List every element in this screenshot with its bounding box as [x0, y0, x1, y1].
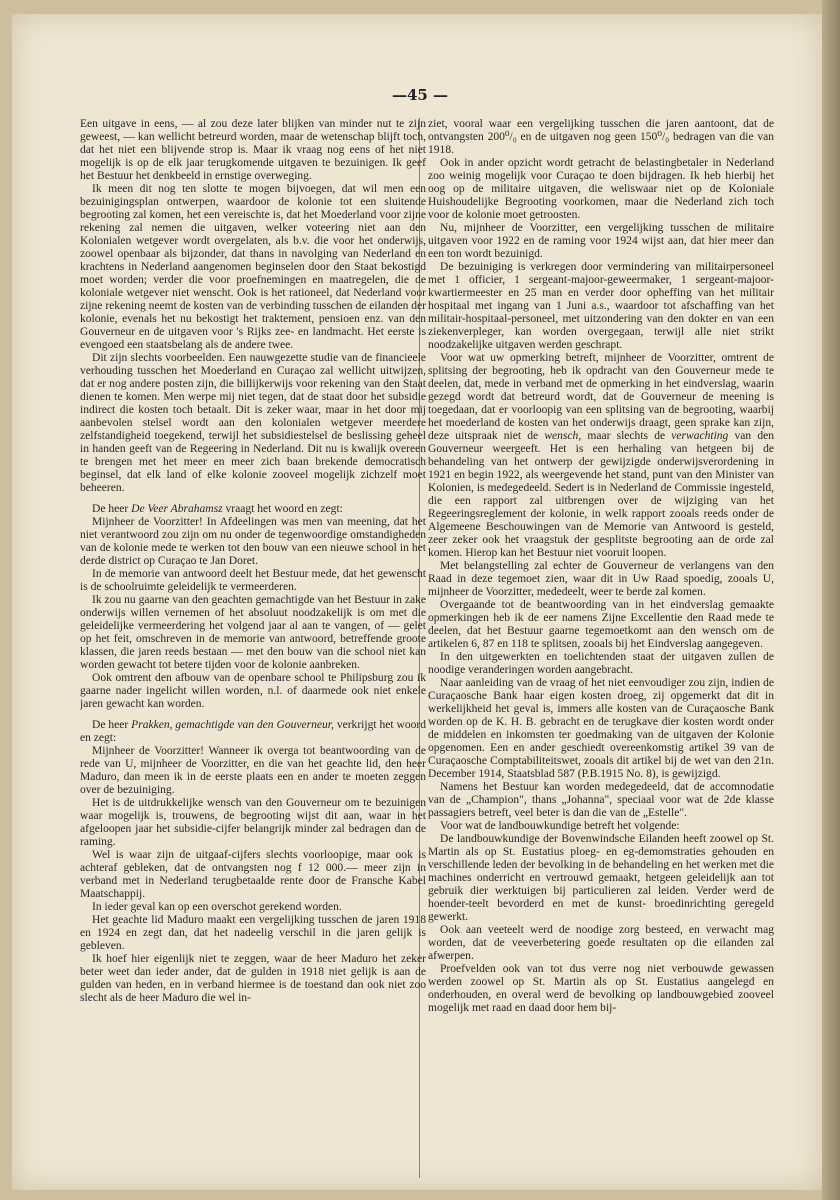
- paragraph: De bezuiniging is verkregen door vermindering van militairpersoneel met 1 officier, 1 sergeant-majoor-geweermaker, 1 sergeant-majoor-kwartiermeester en 25 man en verder door opheffing van het militair hospitaal met ingang van 1 Juni a.s., waardoor tot afschaffing van het militair-hospitaal-personeel, met uitzondering van den dokter en van een ziekenverpleger, kan worden overgegaan, terwijl alle niet strikt noodzakelijke uitgaven werden geschrapt.: [428, 261, 774, 351]
- paragraph: In de memorie van antwoord deelt het Bestuur mede, dat het gewenscht is de schoolruimte geleidelijk te vermeerderen.: [80, 568, 426, 593]
- intro-text: De heer: [92, 719, 132, 731]
- paragraph-text: maar slechts de: [581, 430, 672, 442]
- paragraph: Ik meen dit nog ten slotte te mogen bijvoegen, dat wil men een bezuinigingsplan ontwerpen, waardoor de kolonie tot een sluitende begrooting zal komen, het een vereischte is, dat het Moederland voor zijne rekening zal nemen die uitgaven, welker voteering niet aan den Kolonialen wetgever wordt overgelaten, als b.v. die voor het onderwijs, zoowel openbaar als bijzonder, dat thans in navolging van Nederland en krachtens in Nederland aangenomen beginselen door den Staat bekostigd moet worden; verder die voor proefnemingen en maatregelen, die de koloniale wetgever niet wenscht. Ook is het rationeel, dat Nederland voor zijne rekening neemt de kosten van de verbinding tusschen de eilanden der kolonie, evenals het nu bekostigt het traktement, pensioen enz. van den Gouverneur en de uitgaven voor 's Rijks zee- en landmacht. Het eerste is evengoed een staatsbelang als de andere twee.: [80, 183, 426, 351]
- intro-text: vraagt het woord en zegt:: [222, 503, 343, 515]
- paragraph: Ook in ander opzicht wordt getracht de belastingbetaler in Nederland zoo weinig mogelijk voor Curaçao te doen bijdragen. Ik heb hierbij het oog op de militaire uitgaven, die weliswaar niet op de Koloniale Huishoudelijke Begrooting voorkomen, maar die Nederland zich toch voor de kolonie moet getroosten.: [428, 157, 774, 221]
- binding-edge: [822, 0, 840, 1200]
- paragraph: Ook omtrent den afbouw van de openbare school te Philipsburg zou ik gaarne nader ingelicht willen worden, n.l. of daarmede ook niet enkele jaren gewacht kan worden.: [80, 672, 426, 710]
- paragraph: Ook aan veeteelt werd de noodige zorg besteed, en verwacht mag worden, dat de veeverbetering goede resultaten op die eilanden zal afwerpen.: [428, 924, 774, 962]
- paragraph: Naar aanleiding van de vraag of het niet eenvoudiger zou zijn, indien de Curaçaosche Bank haar eigen kosten droeg, zij opgemerkt dat dit in werkelijkheid het geval is, immers alle kosten van de Curaçaosche Bank worden op de K. H. B. gebracht en de terugkave dier kosten wordt onder de middelen en inkomsten ter goedmaking van de uitgaven der Kolonie opgenomen. Een en ander geschiedt overeenkomstig artikel 39 van de Curaçaosche Comptabiliteitswet, zooals dit artikel bij de wet van den 21n. December 1914, Staatsblad 587 (P.B.1915 No. 8), is gewijzigd.: [428, 677, 774, 780]
- left-column: [80, 118, 426, 1178]
- intro-text: verkrijgt het woord en zegt:: [80, 719, 426, 744]
- paragraph: Proefvelden ook van tot dus verre nog niet verbouwde gewassen werden zoowel op St. Martin als op St. Eustatius aangelegd en onderhouden, en overal werd de bevolking op landbouwgebied zooveel mogelijk met raad en daad door hem bij-: [428, 963, 774, 1014]
- emphasis: verwachting: [671, 430, 729, 442]
- speaker-name: De Veer Abrahamsz: [131, 503, 223, 515]
- speaker-name: Prakken, gemachtigde van den Gouverneur,: [131, 719, 334, 731]
- paragraph: Ik hoef hier eigenlijk niet te zeggen, waar de heer Maduro het zeker beter weet dan ieder ander, dat de gulden in 1918 niet gelijk is aan de gulden van heden, en in verband hiermee is de toestand dan ook niet zoo slecht als de heer Maduro die wel in-: [80, 953, 426, 1004]
- page-number: —45 —: [391, 86, 449, 104]
- right-column: [428, 118, 774, 1178]
- paragraph: Dit zijn slechts voorbeelden. Een nauwgezette studie van de financieele verhouding tusschen het Moederland en Curaçao zal wellicht uitwijzen, dat er nog andere posten zijn, die billijkerwijs voor rekening van den Staat dienen te komen. Men werpe mij niet tegen, dat de staat door het subsidie indirect die kosten toch betaalt. Dit is zeker waar, maar in het door mij aanbevolen stelsel wordt aan den kolonialen wetgever meerdere zelfstandigheid toegekend, terwijl het subsidiestelsel de beslissing geheel in handen geeft van de Regeering in Nederland. Dit nu is kwalijk overeen te brengen met het meer en meer zich baan brekende democratisch beginsel, dat elk land of elke kolonie zooveel mogelijk zichzelf moet beheeren.: [80, 352, 426, 494]
- paragraph: Namens het Bestuur kan worden medegedeeld, dat de accomnodatie van de „Champion", thans „Johanna", speciaal voor wat de 2de klasse passagiers betreft, veel beter is dan die van de „Estelle".: [428, 781, 774, 819]
- speaker-intro: [80, 503, 426, 516]
- speaker-intro: [80, 719, 426, 745]
- paragraph: Overgaande tot de beantwoording van in het eindverslag gemaakte opmerkingen heb ik de eer namens Zijne Excellentie den Raad mede te deelen, dat het Bestuur gaarne tegemoetkomt aan den wensch om de artikelen 6, 87 en 118 te splitsen, zooals bij het Eindverslag aangegeven.: [428, 599, 774, 650]
- paragraph: Wel is waar zijn de uitgaaf-cijfers slechts voorloopige, maar ook is achteraf gebleken, dat de ontvangsten nog f 12 000.— meer zijn in verband met in Nederland terugbetaalde rente door de Fransche Kabel Maatschappij.: [80, 849, 426, 900]
- paragraph: Mijnheer de Voorzitter! Wanneer ik overga tot beantwoording van de rede van U, mijnheer de Voorzitter, en die van het geachte lid, den heer Maduro, dan meen ik in de eerste plaats een en ander te moeten zeggen over de bezuiniging.: [80, 745, 426, 796]
- paragraph: ziet, vooral waar een vergelijking tusschen die jaren aantoont, dat de ontvangsten 200⁰/₀ en de uitgaven nog geen 150⁰/₀ bedragen van die van 1918.: [428, 118, 774, 156]
- paragraph: Voor wat de landbouwkundige betreft het volgende:: [440, 820, 680, 832]
- emphasis: wensch,: [544, 430, 582, 442]
- paragraph: In den uitgewerkten en toelichtenden staat der uitgaven zullen de noodige veranderingen worden aangebracht.: [428, 651, 774, 676]
- intro-text: De heer: [92, 503, 132, 515]
- paragraph: Een uitgave in eens, — al zou deze later blijken van minder nut te zijn geweest, — kan wellicht betreurd worden, maar de wetenschap blijft toch, dat het niet een blijvende strop is. Maar ik vraag nog eens of het niet mogelijk is op de elk jaar terugkomende uitgaven te bezuinigen. Ik geef het Bestuur het denkbeeld in ernstige overweging.: [80, 118, 426, 182]
- paragraph: Nu, mijnheer de Voorzitter, een vergelijking tusschen de militaire uitgaven voor 1922 en de raming voor 1924 wijst aan, dat hier meer dan een ton wordt bezuinigd.: [428, 222, 774, 260]
- paragraph: Ik zou nu gaarne van den geachten gemachtigde van het Bestuur in zake onderwijs willen vernemen of het absoluut noodzakelijk is om met die geleidelijke vermeerdering het volgend jaar al aan te vangen, of — gelet op het feit, omschreven in de memorie van antwoord, betreffende groote klassen, die jaren reeds bestaan — met den bouw van die school niet kan worden gewacht tot betere tijden voor de kolonie aanbreken.: [80, 594, 426, 671]
- paragraph: In ieder geval kan op een overschot gerekend worden.: [92, 901, 342, 913]
- paragraph: Mijnheer de Voorzitter! In Afdeelingen was men van meening, dat het niet verantwoord zou zijn om nu onder de tegenwoordige omstandigheden van de kolonie mede te werken tot den bouw van een nieuwe school in het derde district op Curaçao te Jan Doret.: [80, 516, 426, 567]
- paragraph: [428, 352, 774, 560]
- paragraph: De landbouwkundige der Bovenwindsche Eilanden heeft zoowel op St. Martin als op St. Eustatius ploeg- en eg-demomstraties gehouden en verschillende leden der bevolking in de behandeling en het werken met die machines onderricht en vertrouwd gemaakt, hetgeen geleidelijk aan tot gebruik dier werktuigen bij particulieren zal leiden. Verder werd de hoender-teelt bevorderd en met de kunst- broedinrichting geregeld gewerkt.: [428, 833, 774, 923]
- paragraph-text: Voor wat uw opmerking betreft, mijnheer de Voorzitter, omtrent de splitsing der begrooting, heb ik opdracht van den Gouverneur mede te deelen, dat, mede in verband met de opmerking in het eindverslag, waarin gezegd wordt dat betreurd wordt, dat de Gouverneur de meening is toegedaan, dat er voorloopig van een splitsing van de begrooting, waarbij het moederland de kosten van het onderwijs draagt, geen sprake kan zijn, deze uitspraak niet de: [428, 352, 774, 442]
- paragraph-text: van den Gouverneur weergeeft. Het is een herhaling van hetgeen bij de behandeling van het ontwerp der gewijzigde onderwijsverordening in 1921 en begin 1922, als weergevende het stand, punt van den Minister van Kolonien, is medegedeeld. Sedert is in Nederland de Commissie ingesteld, die een rapport zal uitbrengen over de wijziging van het Regeeringsreglement der kolonie, in welk rapport zooals reeds onder de Algemeene Beschouwingen van de Memorie van Antwoord is gesteld, zeer zeker ook het vraagstuk der gesplitste begrooting aan de orde zal komen. Hierop kan het Bestuur niet vooruit loopen.: [428, 430, 774, 559]
- paragraph: Het geachte lid Maduro maakt een vergelijking tusschen de jaren 1918 en 1924 en zegt dan, dat het nadeelig verschil in die jaren gelijk is gebleven.: [80, 914, 426, 952]
- paragraph: Met belangstelling zal echter de Gouverneur de verlangens van den Raad in deze tegemoet zien, waar dit in Uw Raad spoedig, zooals U, mijnheer de Voorzitter, mededeelt, weer te berde zal komen.: [428, 560, 774, 598]
- paragraph: Het is de uitdrukkelijke wensch van den Gouverneur om te bezuinigen waar mogelijk is, trouwens, de begrooting wijst dit aan, waar in het afgeloopen jaar het subsidie-cijfer belangrijk minder zal bedragen dan de raming.: [80, 797, 426, 848]
